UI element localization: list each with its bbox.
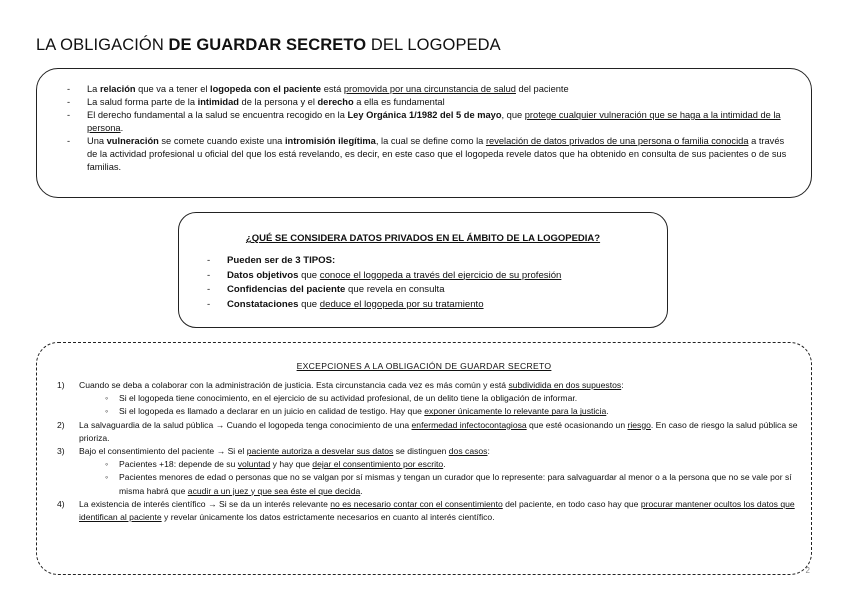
- list-item: - Una vulneración se comete cuando existe una intromisión ilegítima, la cual se define como la revelación de datos privados de una persona o familia conocida a través de la actividad profesional u oficial del que los está revelando, es decir, en este caso que el logopeda revele datos que ha obtenido en consulta de sus pacientes o de sus familias.: [87, 135, 787, 174]
- list-item: - La salud forma parte de la intimidad de la persona y el derecho a ella es fundamental: [87, 96, 787, 109]
- list-item: - Confidencias del paciente que revela en consulta: [227, 283, 657, 298]
- private-data-box: [178, 212, 668, 328]
- page-title: LA OBLIGACIÓN DE GUARDAR SECRETO DEL LOGOPEDA: [36, 36, 501, 54]
- section-title: ¿QUÉ SE CONSIDERA DATOS PRIVADOS EN EL ÁMBITO DE LA LOGOPEDIA?: [245, 233, 601, 244]
- intro-box: [36, 68, 812, 198]
- list-item: ◦ Pacientes menores de edad o personas que no se valgan por sí mismas y tengan un curador que lo represente: para salvaguardar al menor o a la persona que no se vale por sí misma habrá que acudir a un juez y que sea éste el que decida.: [119, 471, 805, 497]
- list-item: 1) Cuando se deba a colaborar con la administración de justicia. Esta circunstancia cada vez es más común y está subdividida en dos supuestos: ◦ Si el logopeda tiene conocimiento, en el ejercicio de su actividad profesional, de un delito tiene la obligación de informar. ◦ Si el logopeda es llamado a declarar en un juicio en calidad de testigo. Hay que exponer únicamente lo relevante para la justicia.: [57, 379, 805, 419]
- exceptions-list: [57, 379, 805, 524]
- list-item: - Pueden ser de 3 TIPOS:: [227, 254, 657, 269]
- list-item: - Constataciones que deduce el logopeda por su tratamiento: [227, 298, 657, 313]
- list-item: - Datos objetivos que conoce el logopeda a través del ejercicio de su profesión: [227, 269, 657, 284]
- list-item: 3) Bajo el consentimiento del paciente → Si el paciente autoriza a desvelar sus datos se distinguen dos casos: ◦ Pacientes +18: depende de su voluntad y hay que dejar el consentimiento por escrito. ◦ Pacientes menores de edad o personas que no se valgan por sí mismas y tengan un curador que lo represente: para salvaguardar al menor o a la persona que no se vale por sí misma habrá que acudir a un juez y que sea éste el que decida.: [57, 445, 805, 498]
- list-item: - El derecho fundamental a la salud se encuentra recogido en la Ley Orgánica 1/1982 del 5 de mayo, que protege cualquier vulneración que se haga a la intimidad de la persona.: [87, 109, 787, 135]
- list-item: 2) La salvaguardia de la salud pública → Cuando el logopeda tenga conocimiento de una enfermedad infectocontagiosa que esté ocasionando un riesgo. En caso de riesgo la salud pública se prioriza.: [57, 419, 798, 443]
- exceptions-box: [36, 342, 812, 575]
- list-item: ◦ Si el logopeda es llamado a declarar en un juicio en calidad de testigo. Hay que exponer únicamente lo relevante para la justicia.: [119, 405, 805, 418]
- page-number: 2: [805, 566, 810, 575]
- intro-list: [87, 83, 787, 174]
- list-item: - La relación que va a tener el logopeda con el paciente está promovida por una circunstancia de salud del paciente: [87, 83, 787, 96]
- private-data-list: [227, 254, 657, 312]
- section-title: EXCEPCIONES A LA OBLIGACIÓN DE GUARDAR SECRETO: [296, 361, 552, 371]
- list-item: ◦ Pacientes +18: depende de su voluntad y hay que dejar el consentimiento por escrito.: [119, 458, 805, 471]
- list-item: 4) La existencia de interés científico → Si se da un interés relevante no es necesario contar con el consentimiento del paciente, en todo caso hay que procurar mantener ocultos los datos que identifican al paciente y revelar únicamente los datos estrictamente necesarios en cuanto al interés científico.: [57, 498, 795, 523]
- list-item: ◦ Si el logopeda tiene conocimiento, en el ejercicio de su actividad profesional, de un delito tiene la obligación de informar.: [119, 392, 805, 405]
